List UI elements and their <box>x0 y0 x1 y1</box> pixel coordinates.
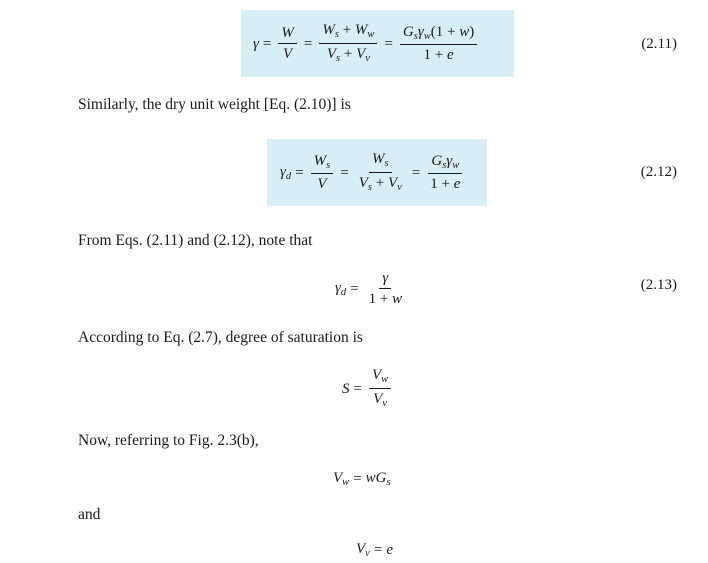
equation-2-11: γ = $\frac{W}{V}$ = $\frac{W_s + W_w}{V_s + V_v}$ = $\frac{G_s\gamma_w(1 + w)}{1 + e}$ <box>253 22 480 66</box>
fraction-gs-gamma-w: $\frac{G_s\gamma_w(1 + w)}{1 + e}$ <box>400 25 477 64</box>
fraction-w-over-v: $\frac{W}{V}$ <box>278 26 297 62</box>
equation-number-2-13: (2.13) <box>640 277 677 293</box>
fraction-vw-over-vv: $\frac{V_w}{V_v}$ <box>369 368 391 409</box>
paragraph-degree-of-saturation: According to Eq. (2.7), degree of saturation is <box>78 329 363 346</box>
paragraph-and: and <box>78 506 101 523</box>
fraction-gamma-over-1-plus-w: $\frac{\gamma}{1 + w}$ <box>368 270 403 307</box>
fraction-gs-gamma-w-over-1-plus-e: $\frac{G_s\gamma_w}{1 + e}$ <box>430 152 461 193</box>
fraction-weights-over-volumes: $\frac{W_s + W_w}{V_s + V_v}$ <box>319 23 377 64</box>
equation-number-2-11: (2.11) <box>641 36 677 52</box>
equation-saturation: S = $\frac{V_w}{V_v}$ <box>342 367 394 411</box>
fraction-ws-over-volumes: $\frac{W_s}{V_s + V_v}$ <box>358 151 402 194</box>
paragraph-dry-unit-weight: Similarly, the dry unit weight [Eq. (2.10)] is <box>78 96 351 113</box>
paragraph-from-eqs: From Eqs. (2.11) and (2.12), note that <box>78 232 313 249</box>
fraction-ws-over-v: $\frac{W_s}{V}$ <box>311 154 334 193</box>
gamma-symbol: γ <box>253 35 259 52</box>
equation-2-12: $\gamma_d$ = $\frac{W_s}{V}$ = $\frac{W_s}{V_s + V_v}$ = $\frac{G_s\gamma_w}{1 + e}$ <box>280 151 466 195</box>
equation-vw: $V_w$ = $wG_s$ <box>333 470 391 489</box>
paragraph-referring-fig: Now, referring to Fig. 2.3(b), <box>78 432 259 449</box>
equation-2-13: $\gamma_d$ = $\frac{\gamma}{1 + w}$ <box>335 267 408 311</box>
equation-vv: $V_v$ = e <box>356 541 393 560</box>
equation-number-2-12: (2.12) <box>640 164 677 180</box>
